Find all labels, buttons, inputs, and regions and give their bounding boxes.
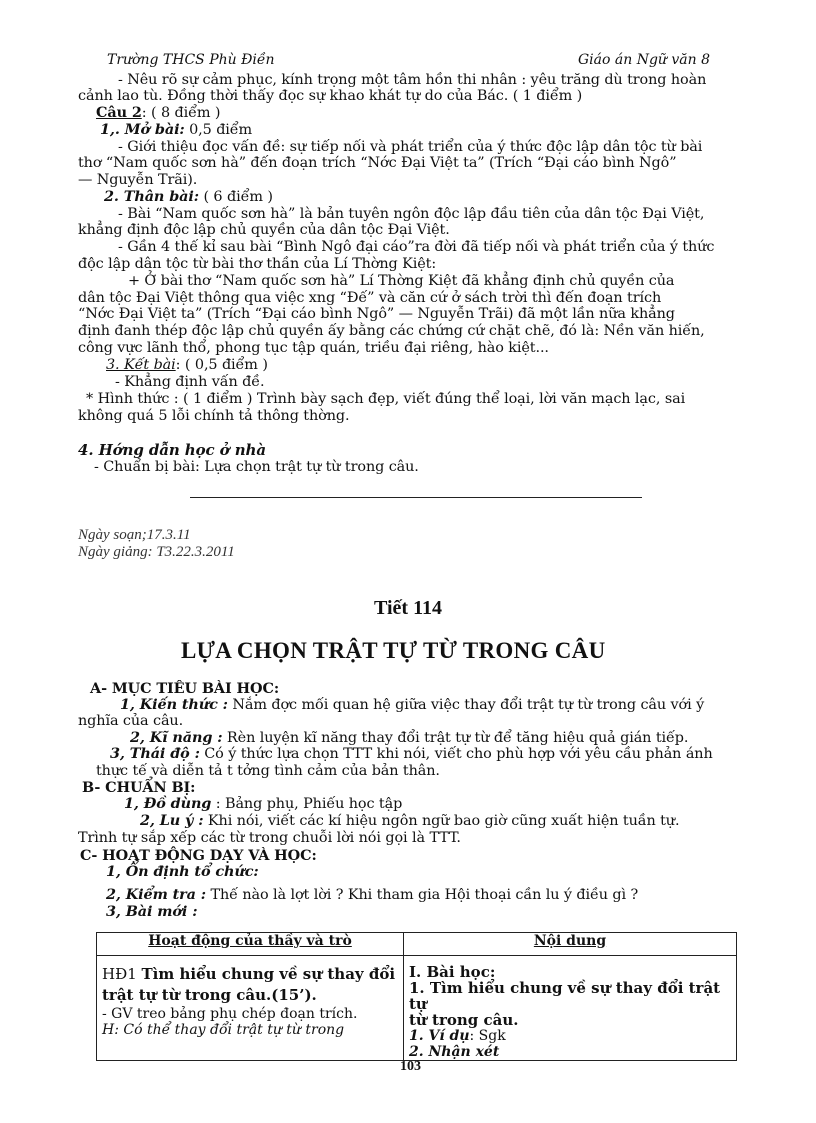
activity-title-cont: trật tự từ trong câu.(15’). <box>102 986 317 1004</box>
materials-line <box>124 796 402 812</box>
conclusion-points: : ( 0,5 điểm ) <box>175 357 268 373</box>
lesson-number: Tiết 114 <box>374 597 442 619</box>
text-line: dân tộc Đại Việt thông qua việc xng “Đế” và căn cứ ở sách trời thì đến đoạn trích <box>78 290 662 306</box>
intro-heading: 1,. Mở bài: <box>100 121 185 138</box>
note-label: 2, Lu ý : <box>140 812 204 829</box>
attitude-label: 3, Thái độ : <box>110 745 200 762</box>
table-header-activities: Hoạt động của thầy và trò <box>97 933 404 956</box>
section-a-heading: A- MỤC TIÊU BÀI HỌC: <box>90 680 280 697</box>
text-line: thực tế và diễn tả t tởng tình cảm của bản thân. <box>96 763 440 779</box>
text-line: khẳng định độc lập chủ quyền của dân tộc Đại Việt. <box>78 222 450 238</box>
text-line: cảnh lao tù. Đồng thời thấy đọc sự khao khát tự do của Bác. ( 1 điểm ) <box>78 88 583 104</box>
text-line: Trình tự sắp xếp các từ trong chuỗi lời nói gọi là TTT. <box>78 830 461 846</box>
question-2-points: : ( 8 điểm ) <box>141 105 221 121</box>
text-line: + Ở bài thơ “Nam quốc sơn hà” Lí Thờng Kiệt đã khẳng định chủ quyền của <box>128 273 675 289</box>
homework-heading: 4. Hớng dẫn học ở nhà <box>78 441 266 459</box>
intro-points: 0,5 điểm <box>184 122 253 138</box>
text-line: * Hình thức : ( 1 điểm ) Trình bày sạch đẹp, viết đúng thể loại, lời văn mạch lạc, sai <box>86 391 686 407</box>
header-subject: Giáo án Ngữ văn 8 <box>578 52 711 68</box>
header-school: Trường THCS Phù Điền <box>107 52 275 68</box>
observation-heading: 2. Nhận xét <box>409 1044 500 1060</box>
body-heading-line <box>104 189 273 205</box>
materials-label: 1, Đồ dùng <box>124 795 212 812</box>
activity-step: - GV treo bảng phụ chép đoạn trích. <box>102 1006 358 1022</box>
text-line: độc lập dân tộc từ bài thơ thần của Lí Thờng Kiệt: <box>78 256 437 272</box>
check-label: 2, Kiểm tra : <box>106 886 206 903</box>
activity-table <box>96 932 737 1061</box>
note-line <box>140 813 679 829</box>
text-line: - Bài “Nam quốc sơn hà” là bản tuyên ngôn độc lập đầu tiên của dân tộc Đại Việt, <box>118 206 705 222</box>
text-line: - Giới thiệu đọc vấn đề: sự tiếp nối và phát triển của ý thức độc lập dân tộc từ bài <box>118 139 703 155</box>
body-heading: 2. Thân bài: <box>104 188 199 205</box>
table-header-content: Nội dung <box>404 933 737 956</box>
section-b-heading: B- CHUẨN BỊ: <box>82 779 196 796</box>
activity-title: HĐ1 Tìm hiểu chung về sự thay đổi <box>102 965 396 983</box>
intro-heading-line <box>100 122 252 138</box>
knowledge-label: 1, Kiến thức : <box>120 696 228 713</box>
teach-date: Ngày giảng: T3.22.3.2011 <box>78 544 235 560</box>
table-cell-activities <box>97 956 404 1061</box>
question-2-label: Câu 2 <box>96 104 142 121</box>
check-line <box>106 887 638 903</box>
content-item-title: 1. Tìm hiểu chung về sự thay đổi trật tự <box>409 979 721 1013</box>
question-2-line <box>96 105 220 121</box>
text-line: công vực lãnh thổ, phong tục tập quán, triều đại riêng, hào kiệt... <box>78 340 549 356</box>
text-line: “Nớc Đại Việt ta” (Trích “Đại cáo bình Ngô” — Nguyễn Trãi) đã một lần nữa khẳng <box>78 306 675 322</box>
text-line: không quá 5 lỗi chính tả thông thờng. <box>78 408 350 424</box>
divider <box>190 497 642 498</box>
text-line: định đanh thép độc lập chủ quyền ấy bằng các chứng cứ chặt chẽ, đó là: Nền văn hiến, <box>78 323 705 339</box>
text-line: - Chuẩn bị bài: Lựa chọn trật tự từ trong câu. <box>94 459 419 475</box>
text-line: - Nêu rõ sự cảm phục, kính trọng một tâm hồn thi nhân : yêu trăng dù trong hoàn <box>118 72 707 88</box>
attitude-text: Có ý thức lựa chọn TTT khi nói, viết cho phù hợp với yêu cầu phản ánh <box>199 746 713 762</box>
note-text: Khi nói, viết các kí hiệu ngôn ngữ bao giờ cũng xuất hiện tuần tự. <box>203 813 680 829</box>
text-line: - Gần 4 thế kỉ sau bài “Bình Ngô đại cáo”ra đời đã tiếp nối và phát triển của ý thức <box>118 239 715 255</box>
check-text: Thế nào là lợt lời ? Khi tham gia Hội thoại cần lu ý điều gì ? <box>205 887 639 903</box>
conclusion-heading: 3. Kết bài <box>106 357 176 373</box>
text-line: nghĩa của câu. <box>78 713 184 729</box>
table-cell-content <box>404 956 737 1061</box>
example-line: 1. Ví dụ: Sgk <box>409 1028 506 1044</box>
knowledge-line <box>120 697 704 713</box>
organization-heading: 1, Ổn định tổ chức: <box>106 863 259 880</box>
content-item-title-cont: từ trong câu. <box>409 1011 519 1029</box>
prep-date: Ngày soạn;17.3.11 <box>78 527 191 543</box>
attitude-line <box>110 746 713 762</box>
new-lesson-heading: 3, Bài mới : <box>106 903 198 920</box>
skill-line <box>130 730 688 746</box>
skill-text: Rèn luyện kĩ năng thay đổi trật tự từ để tăng hiệu quả gián tiếp. <box>222 730 689 746</box>
knowledge-text: Nắm đợc mối quan hệ giữa việc thay đổi trật tự từ trong câu với ý <box>227 697 705 713</box>
text-line: — Nguyễn Trãi). <box>78 172 198 188</box>
page-number: 103 <box>400 1059 421 1074</box>
lesson-title: LỰA CHỌN TRẬT TỰ TỪ TRONG CÂU <box>181 638 606 663</box>
section-c-heading: C- HOẠT ĐỘNG DẠY VÀ HỌC: <box>80 847 317 864</box>
materials-text: : Bảng phụ, Phiếu học tập <box>211 796 403 812</box>
text-line: thơ “Nam quốc sơn hà” đến đoạn trích “Nớc Đại Việt ta” (Trích “Đại cáo bình Ngô” <box>78 155 677 171</box>
text-line: - Khẳng định vấn đề. <box>115 374 265 390</box>
lesson-section-heading: I. Bài học: <box>409 963 496 981</box>
conclusion-heading-line <box>106 357 268 373</box>
activity-question: H: Có thể thay đổi trật tự từ trong <box>102 1022 345 1038</box>
body-points: ( 6 điểm ) <box>198 189 273 205</box>
skill-label: 2, Kĩ năng : <box>130 729 223 746</box>
